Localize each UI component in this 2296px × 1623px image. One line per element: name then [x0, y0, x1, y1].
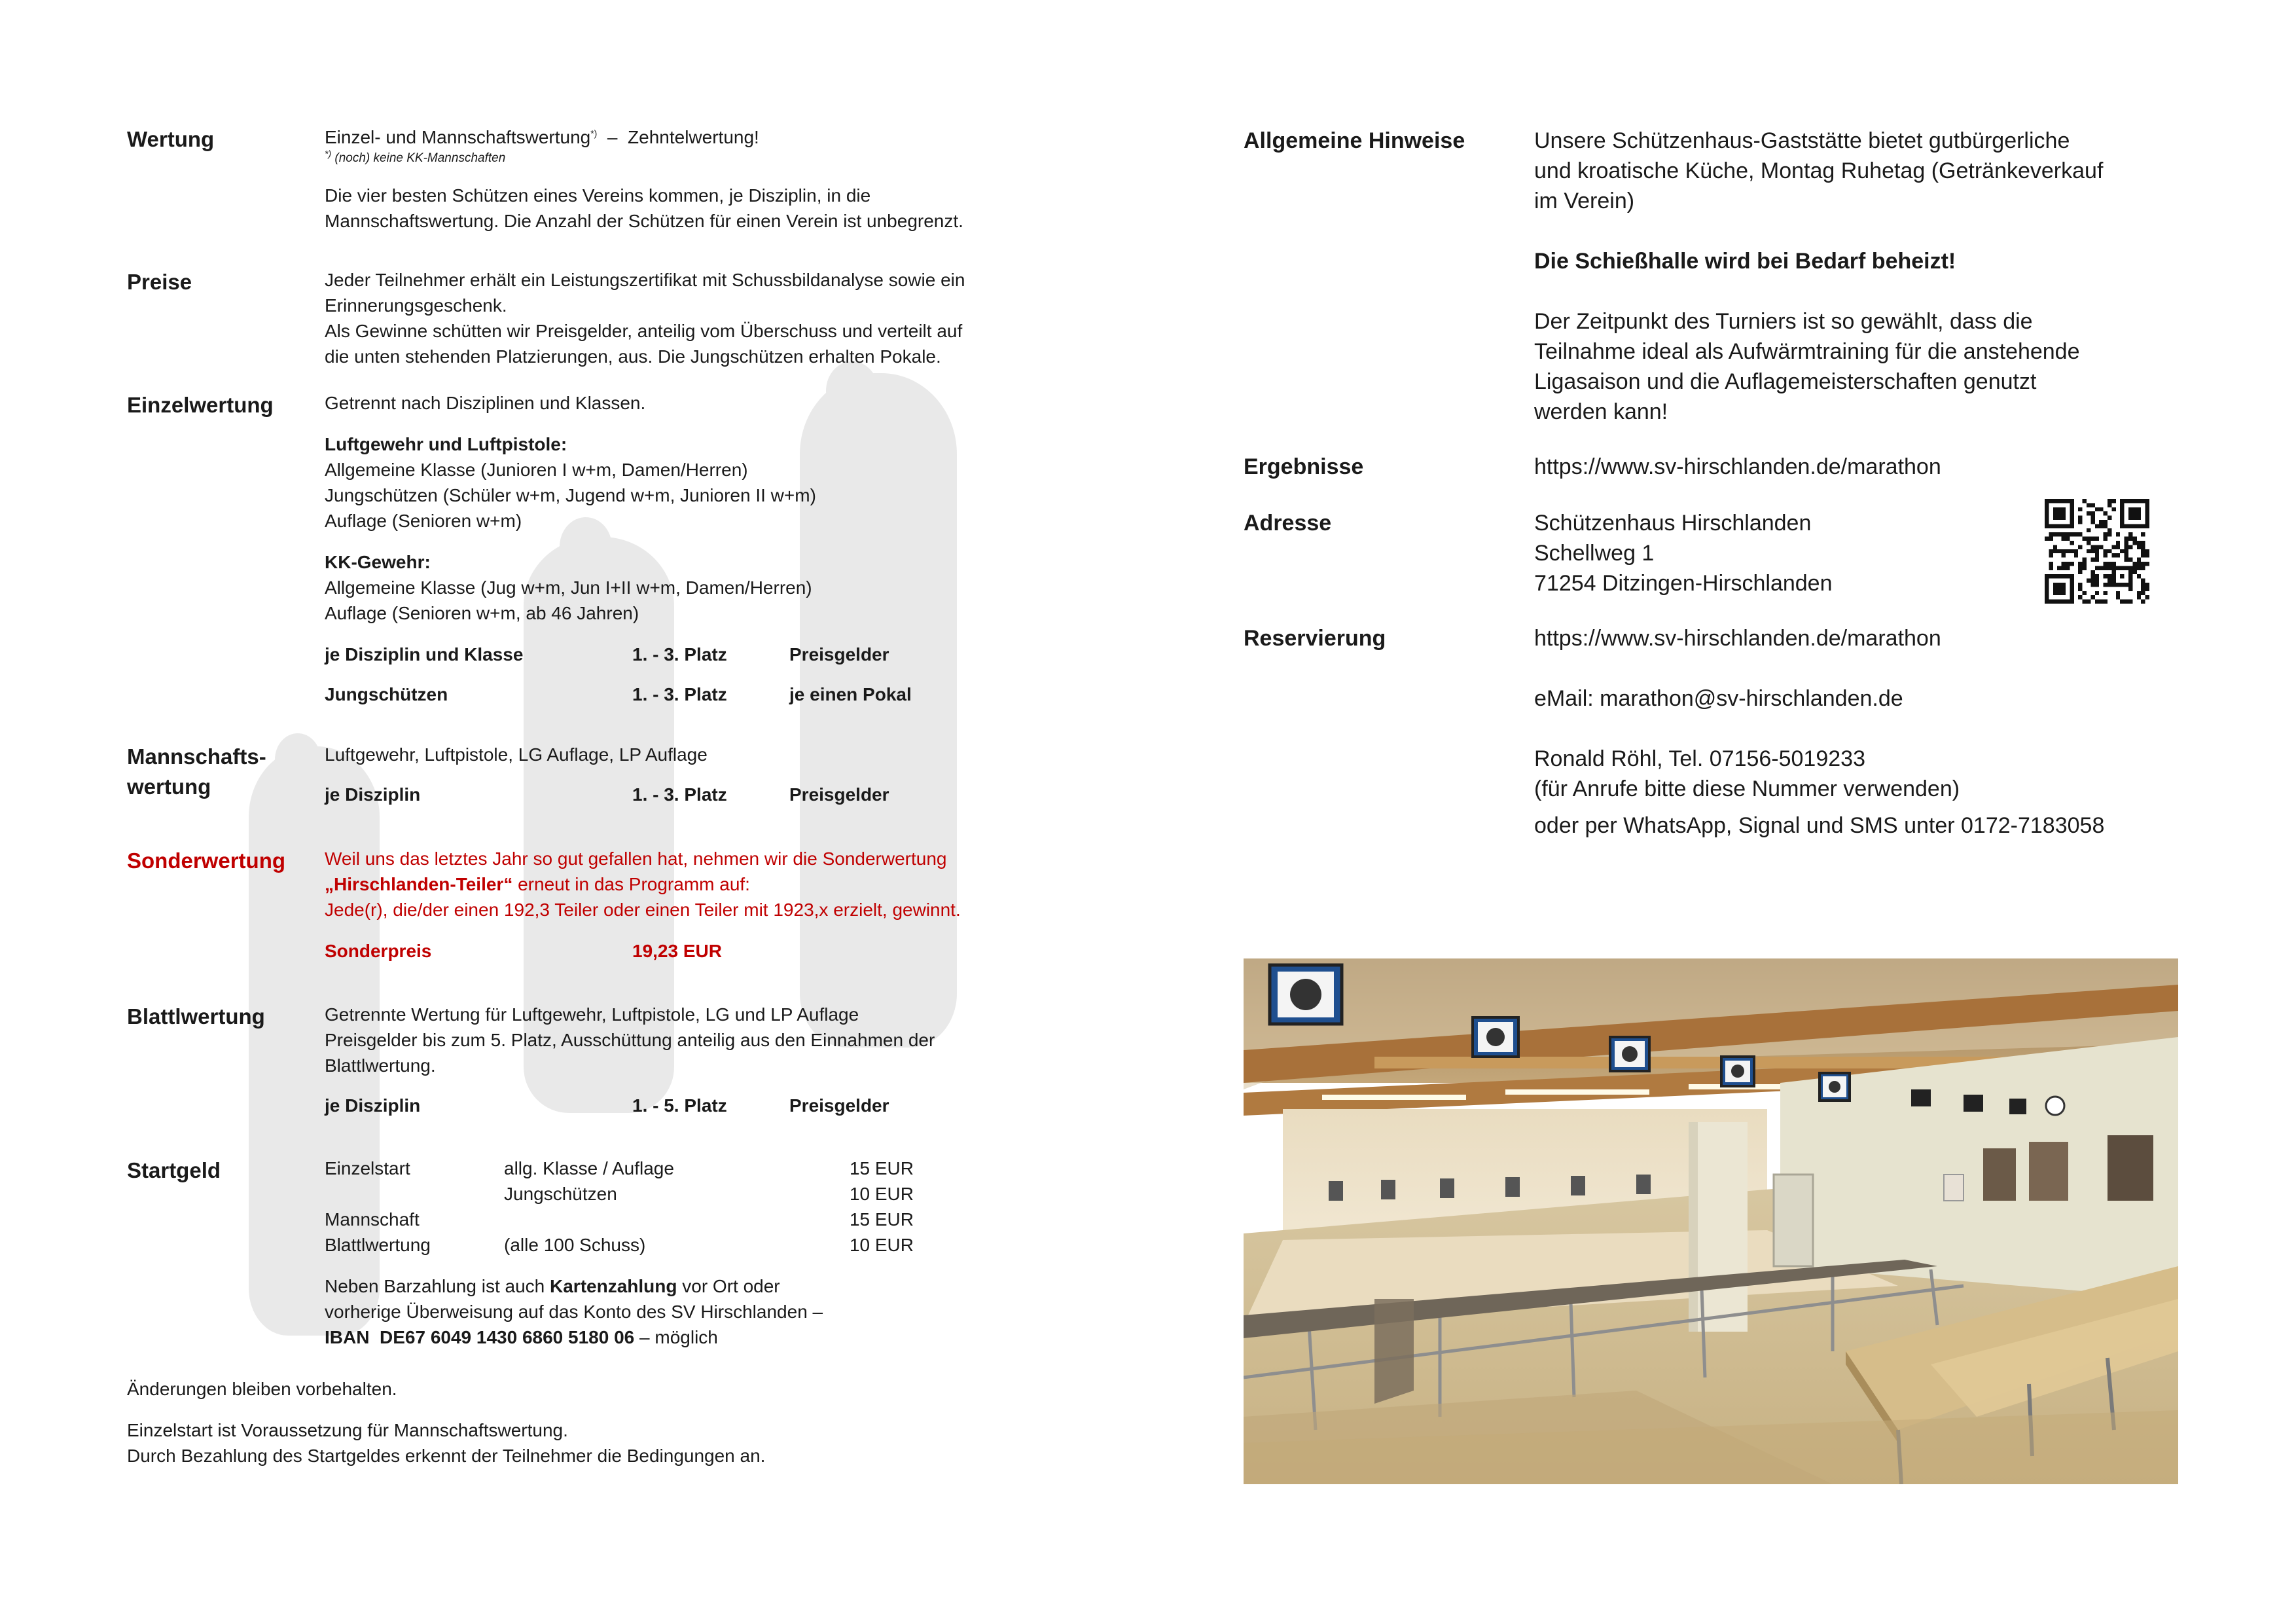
einzel-kk-line-2: Auflage (Senioren w+m, ab 46 Jahren) — [325, 603, 639, 623]
fee-amount: 10 EUR — [849, 1235, 914, 1255]
prize-category: je Disziplin — [325, 784, 421, 805]
address-street: Schellweg 1 — [1534, 541, 1655, 566]
content-mannschaftswertung — [325, 742, 1071, 807]
payment-transfer: vorherige Überweisung auf das Konto des SV Hirschlanden – — [325, 1302, 823, 1322]
content-preise — [325, 267, 1071, 369]
content-reservierung — [1534, 623, 2189, 841]
label-preise: Preise — [127, 270, 192, 294]
prize-category: Jungschützen — [325, 684, 448, 704]
payment-iban: IBAN DE67 6049 1430 6860 5180 06 — [325, 1327, 635, 1347]
fee-row — [325, 1181, 1071, 1207]
fee-type: Mannschaft — [325, 1209, 420, 1230]
prize-type: Preisgelder — [789, 784, 889, 805]
payment-possible: – möglich — [634, 1327, 718, 1347]
sonder-teiler-name: „Hirschlanden-Teiler“ — [325, 874, 513, 894]
fee-amount: 15 EUR — [849, 1158, 914, 1178]
label-adresse: Adresse — [1244, 511, 1332, 536]
preise-line-4: die unten stehenden Platzierungen, aus. Die Jungschützen erhalten Pokale. — [325, 346, 941, 367]
reservierung-link[interactable]: https://www.sv-hirschlanden.de/marathon — [1534, 626, 1941, 651]
sonder-prize-row — [325, 938, 1071, 964]
content-wertung — [325, 124, 1071, 234]
blattl-prize-row — [325, 1093, 1071, 1118]
prize-places: 1. - 3. Platz — [632, 644, 727, 665]
fee-row — [325, 1156, 1071, 1181]
content-einzelwertung — [325, 390, 1071, 707]
einzel-intro: Getrennt nach Disziplinen und Klassen. — [325, 393, 646, 413]
content-sonderwertung — [325, 846, 1071, 964]
fee-amount: 15 EUR — [849, 1209, 914, 1230]
blattl-line-1: Getrennte Wertung für Luftgewehr, Luftpistole, LG und LP Auflage — [325, 1004, 859, 1025]
fee-class: allg. Klasse / Auflage — [504, 1158, 674, 1178]
mannschaft-prize-row — [325, 782, 1071, 807]
einzel-prize-row-2 — [325, 682, 1071, 707]
einzel-lg-line-2: Jungschützen (Schüler w+m, Jugend w+m, Junioren II w+m) — [325, 485, 816, 505]
payment-text-2: vor Ort oder — [677, 1276, 780, 1296]
prize-places: 1. - 5. Platz — [632, 1095, 727, 1116]
prize-type: Preisgelder — [789, 644, 889, 665]
fee-class: Jungschützen — [504, 1184, 617, 1204]
wertung-text-1: Die vier besten Schützen eines Vereins kommen, je Disziplin, in die — [325, 185, 871, 206]
fee-class: (alle 100 Schuss) — [504, 1235, 646, 1255]
sonder-line-2: erneut in das Programm auf: — [512, 874, 750, 894]
note-conditions: Durch Bezahlung des Startgeldes erkennt der Teilnehmer die Bedingungen an. — [127, 1446, 766, 1466]
hinweise-timing-2: Teilnahme ideal als Aufwärmtraining für die anstehende — [1534, 339, 2080, 364]
hinweise-timing-3: Ligasaison und die Auflagemeisterschaften genutzt — [1534, 369, 2037, 394]
label-blattlwertung: Blattlwertung — [127, 1004, 265, 1029]
prize-places: 1. - 3. Platz — [632, 684, 727, 704]
einzel-lg-heading: Luftgewehr und Luftpistole: — [325, 434, 567, 454]
mannschaft-intro: Luftgewehr, Luftpistole, LG Auflage, LP Auflage — [325, 744, 708, 765]
fee-row — [325, 1232, 1071, 1258]
content-blattlwertung — [325, 1002, 1071, 1118]
notes — [127, 1376, 1043, 1468]
hinweise-timing-4: werden kann! — [1534, 399, 1668, 424]
qr-code-icon[interactable] — [2045, 499, 2149, 604]
payment-card: Kartenzahlung — [550, 1276, 677, 1296]
wertung-zehntel: – Zehntelwertung! — [597, 127, 759, 147]
einzel-kk-line-1: Allgemeine Klasse (Jug w+m, Jun I+II w+m, Damen/Herren) — [325, 577, 812, 598]
reservierung-phone: Ronald Röhl, Tel. 07156-5019233 — [1534, 746, 1865, 771]
label-mannschaft-line-2: wertung — [127, 775, 211, 799]
label-hinweise: Allgemeine Hinweise — [1244, 128, 1465, 153]
label-sonderwertung: Sonderwertung — [127, 848, 286, 873]
ergebnisse-link[interactable]: https://www.sv-hirschlanden.de/marathon — [1534, 454, 1941, 479]
payment-text: Neben Barzahlung ist auch — [325, 1276, 550, 1296]
label-mannschaft-line-1: Mannschafts- — [127, 744, 266, 769]
blattl-line-2: Preisgelder bis zum 5. Platz, Ausschüttung anteilig aus den Einnahmen der — [325, 1030, 935, 1050]
preise-line-3: Als Gewinne schütten wir Preisgelder, anteilig vom Überschuss und verteilt auf — [325, 321, 963, 341]
wertung-text-2: Mannschaftswertung. Die Anzahl der Schützen für einen Verein ist unbegrenzt. — [325, 211, 963, 231]
prize-type: Preisgelder — [789, 1095, 889, 1116]
sonder-line-1: Weil uns das letztes Jahr so gut gefallen hat, nehmen wir die Sonderwertung — [325, 848, 947, 869]
sonder-line-3: Jede(r), die/der einen 192,3 Teiler oder einen Teiler mit 1923,x erzielt, gewinnt. — [325, 900, 961, 920]
fee-type: Einzelstart — [325, 1158, 410, 1178]
prize-type: je einen Pokal — [789, 684, 912, 704]
fee-row — [325, 1207, 1071, 1232]
shooting-range-photo — [1244, 958, 2178, 1484]
reservierung-messengers: oder per WhatsApp, Signal und SMS unter 0172-7183058 — [1534, 813, 2105, 838]
preise-line-1: Jeder Teilnehmer erhält ein Leistungszertifikat mit Schussbildanalyse sowie ein — [325, 270, 965, 290]
content-hinweise — [1534, 126, 2189, 427]
wertung-line: Einzel- und Mannschaftswertung — [325, 127, 591, 147]
reservierung-phone-note: (für Anrufe bitte diese Nummer verwenden) — [1534, 776, 1960, 801]
label-einzelwertung: Einzelwertung — [127, 393, 274, 417]
hinweise-line-2: und kroatische Küche, Montag Ruhetag (Getränkeverkauf — [1534, 158, 2104, 183]
hinweise-heating: Die Schießhalle wird bei Bedarf beheizt! — [1534, 249, 1956, 274]
right-page — [1148, 0, 2296, 1623]
einzel-prize-row-1 — [325, 642, 1071, 667]
fee-type: Blattlwertung — [325, 1235, 431, 1255]
einzel-lg-line-3: Auflage (Senioren w+m) — [325, 511, 522, 531]
label-ergebnisse: Ergebnisse — [1244, 454, 1364, 479]
note-einzelstart: Einzelstart ist Voraussetzung für Mannschaftswertung. — [127, 1420, 568, 1440]
prize-category: je Disziplin und Klasse — [325, 644, 524, 665]
sonder-prize-value: 19,23 EUR — [632, 941, 722, 961]
blattl-line-3: Blattlwertung. — [325, 1055, 436, 1076]
reservierung-email[interactable]: eMail: marathon@sv-hirschlanden.de — [1534, 686, 1903, 711]
address-name: Schützenhaus Hirschlanden — [1534, 511, 1812, 536]
prize-category: je Disziplin — [325, 1095, 421, 1116]
einzel-lg-line-1: Allgemeine Klasse (Junioren I w+m, Damen/Herren) — [325, 460, 748, 480]
footnote-marker: *) — [590, 128, 598, 139]
address-city: 71254 Ditzingen-Hirschlanden — [1534, 571, 1833, 596]
fee-amount: 10 EUR — [849, 1184, 914, 1204]
label-reservierung: Reservierung — [1244, 626, 1386, 651]
label-mannschaftswertung — [127, 742, 317, 802]
content-startgeld — [325, 1156, 1071, 1350]
prize-places: 1. - 3. Platz — [632, 784, 727, 805]
footnote-marker-2: *) — [325, 148, 332, 159]
preise-line-2: Erinnerungsgeschenk. — [325, 295, 507, 316]
footnote-text: (noch) keine KK-Mannschaften — [331, 151, 506, 165]
content-ergebnisse — [1534, 452, 2189, 482]
note-changes: Änderungen bleiben vorbehalten. — [127, 1379, 397, 1399]
label-wertung: Wertung — [127, 127, 215, 151]
hinweise-line-3: im Verein) — [1534, 189, 1635, 213]
sonder-prize-label: Sonderpreis — [325, 941, 432, 961]
label-startgeld: Startgeld — [127, 1158, 221, 1182]
hinweise-line-1: Unsere Schützenhaus-Gaststätte bietet gutbürgerliche — [1534, 128, 2070, 153]
hinweise-timing-1: Der Zeitpunkt des Turniers ist so gewählt, dass die — [1534, 309, 2033, 334]
einzel-kk-heading: KK-Gewehr: — [325, 552, 431, 572]
